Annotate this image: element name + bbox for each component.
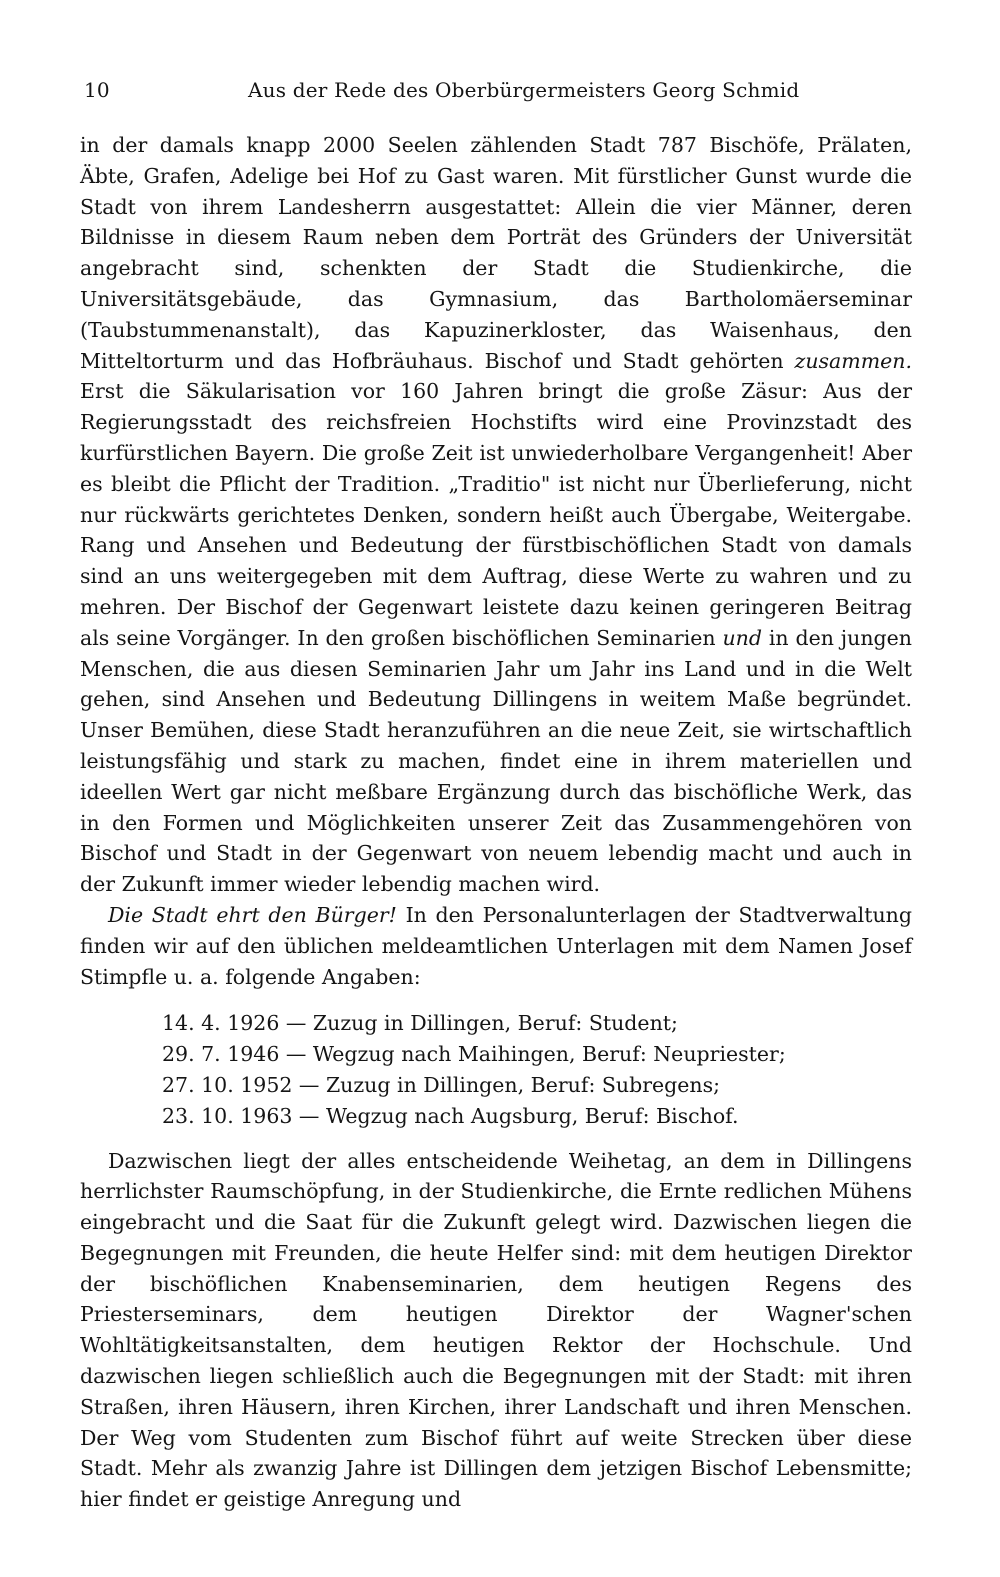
paragraph-2 — [80, 900, 912, 992]
paragraph-1 — [80, 130, 912, 900]
page-number: 10 — [84, 78, 110, 102]
registration-records — [80, 1008, 912, 1131]
paragraph-1-italic-und: und — [722, 625, 762, 650]
record-item: 14. 4. 1926 — Zuzug in Dillingen, Beruf: Student; — [162, 1011, 678, 1036]
body-text — [80, 130, 912, 1515]
paragraph-1-part-c: in den jungen Menschen, die aus diesen Seminarien Jahr um Jahr ins Land und in die Welt gehen, sind Ansehen und Bedeutung Dillingens in weitem Maße begründet. Unser Bemühen, diese Stadt heranzuführen an die neue Zeit, sie wirtschaftlich leistungsfähig und stark zu machen, findet eine in ihrem materiellen und ideellen Wert gar nicht meßbare Ergänzung durch das bischöfliche Werk, das in den Formen und Möglichkeiten unserer Zeit das Zusammengehören von Bischof und Stadt in der Gegenwart von neuem lebendig macht und auch in der Zukunft immer wieder lebendig machen wird. — [80, 625, 912, 897]
paragraph-2-text: In den Personalunterlagen der Stadtverwaltung finden wir auf den üblichen meldeamtlichen Unterlagen mit dem Namen Josef Stimpfle u. a. folgende Angaben: — [80, 902, 913, 989]
running-header — [80, 78, 912, 108]
paragraph-3: Dazwischen liegt der alles entscheidende Weihetag, an dem in Dillingens herrlichster Raumschöpfung, in der Studienkirche, die Ernte redlichen Mühens eingebracht und die Saat für die Zukunft gelegt wird. Dazwischen liegen die Begegnungen mit Freunden, die heute Helfer sind: mit dem heutigen Direktor der bischöflichen Knabenseminarien, dem heutigen Regens des Priesterseminars, dem heutigen Direktor der Wagner'schen Wohltätigkeitsanstalten, dem heutigen Rektor der Hochschule. Und dazwischen liegen schließlich auch die Begegnungen mit der Stadt: mit ihren Straßen, ihren Häusern, ihren Kirchen, ihrer Landschaft und ihren Menschen. Der Weg vom Studenten zum Bischof führt auf weite Strecken über diese Stadt. Mehr als zwanzig Jahre ist Dillingen dem jetzigen Bischof Lebensmitte; hier findet er geistige Anregung und — [80, 1148, 912, 1512]
running-title: Aus der Rede des Oberbürgermeisters Georg Schmid — [248, 78, 800, 102]
paragraph-1-part-a: in der damals knapp 2000 Seelen zählenden Stadt 787 Bischöfe, Prälaten, Äbte, Grafen, Adelige bei Hof zu Gast waren. Mit fürstlicher Gunst wurde die Stadt von ihrem Landesherrn ausgestattet: Allein die vier Männer, deren Bildnisse in diesem Raum neben dem Porträt des Gründers der Universität angebracht sind, schenkten der Stadt die Studienkirche, die Universitätsgebäude, das Gymnasium, das Bartholomäerseminar (Taubstummenanstalt), das Kapuzinerkloster, das Waisenhaus, den Mitteltorturm und das Hofbräuhaus. Bischof und Stadt gehörten — [80, 133, 912, 373]
record-item: 27. 10. 1952 — Zuzug in Dillingen, Beruf: Subregens; — [162, 1072, 721, 1097]
paragraph-1-italic-zusammen: zusammen. — [794, 348, 912, 373]
paragraph-1-part-b: Erst die Säkularisation vor 160 Jahren bringt die große Zäsur: Aus der Regierungsstadt des reichsfreien Hochstifts wird eine Provinzstadt des kurfürstlichen Bayern. Die große Zeit ist unwiederholbare Vergangenheit! Aber es bleibt die Pflicht der Tradition. „Traditio" ist nicht nur Überlieferung, nicht nur rückwärts gerichtetes Denken, sondern heißt auch Übergabe, Weitergabe. Rang und Ansehen und Bedeutung der fürstbischöflichen Stadt von damals sind an uns weitergegeben mit dem Auftrag, diese Werte zu wahren und zu mehren. Der Bischof der Gegenwart leistete dazu keinen geringeren Beitrag als seine Vorgänger. In den großen bischöflichen Seminarien — [80, 379, 912, 650]
book-page — [80, 78, 912, 1515]
record-item: 29. 7. 1946 — Wegzug nach Maihingen, Beruf: Neupriester; — [162, 1042, 786, 1067]
paragraph-2-italic-heading: Die Stadt ehrt den Bürger! — [108, 902, 397, 927]
record-item: 23. 10. 1963 — Wegzug nach Augsburg, Beruf: Bischof. — [162, 1103, 739, 1128]
